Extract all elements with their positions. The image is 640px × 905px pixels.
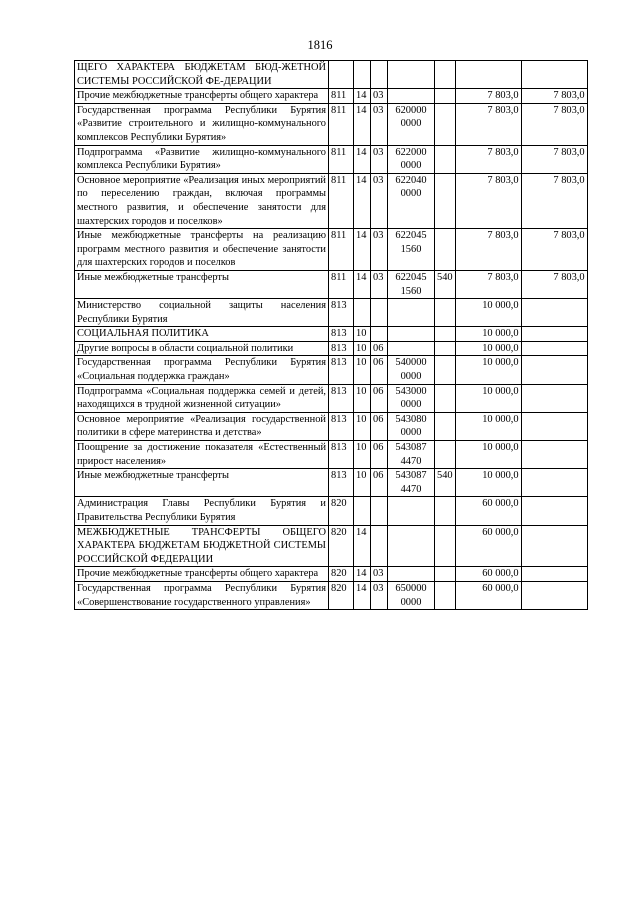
target-article-code [388, 61, 435, 89]
subsection-code: 06 [371, 384, 388, 412]
target-article-code [388, 567, 435, 582]
row-name: Подпрограмма «Развитие жилищно-коммунального комплекса Республики Бурятия» [75, 145, 329, 173]
subsection-code: 06 [371, 412, 388, 440]
target-article-code [388, 89, 435, 104]
subsection-code [371, 61, 388, 89]
row-name: СОЦИАЛЬНАЯ ПОЛИТИКА [75, 327, 329, 342]
table-row [75, 89, 588, 104]
grbs-code: 813 [329, 412, 354, 440]
section-code: 14 [354, 270, 371, 298]
row-name: Подпрограмма «Социальная поддержка семей и детей, находящихся в трудной жизненной ситуации» [75, 384, 329, 412]
expense-type-code: 540 [435, 270, 456, 298]
expense-type-code [435, 412, 456, 440]
amount-2 [521, 581, 587, 609]
expense-type-code [435, 229, 456, 271]
section-code: 10 [354, 327, 371, 342]
expense-type-code [435, 581, 456, 609]
target-article-code [388, 299, 435, 327]
amount-2: 7 803,0 [521, 89, 587, 104]
amount-1: 10 000,0 [455, 384, 521, 412]
section-code: 10 [354, 384, 371, 412]
table-row [75, 299, 588, 327]
subsection-code: 03 [371, 229, 388, 271]
grbs-code: 820 [329, 581, 354, 609]
grbs-code: 813 [329, 384, 354, 412]
row-name: Прочие межбюджетные трансферты общего характера [75, 89, 329, 104]
table-row [75, 270, 588, 298]
table-row [75, 469, 588, 497]
amount-1: 7 803,0 [455, 145, 521, 173]
row-name: Поощрение за достижение показателя «Естественный прирост населения» [75, 441, 329, 469]
grbs-code: 811 [329, 103, 354, 145]
target-article-code: 622040 0000 [388, 173, 435, 228]
grbs-code: 811 [329, 173, 354, 228]
row-name: Основное мероприятие «Реализация государственной политики в сфере материнства и детства» [75, 412, 329, 440]
table-row [75, 497, 588, 525]
amount-1: 60 000,0 [455, 525, 521, 567]
row-name: Прочие межбюджетные трансферты общего характера [75, 567, 329, 582]
grbs-code [329, 61, 354, 89]
expense-type-code [435, 497, 456, 525]
subsection-code: 06 [371, 469, 388, 497]
amount-2 [521, 525, 587, 567]
target-article-code: 620000 0000 [388, 103, 435, 145]
target-article-code: 543087 4470 [388, 469, 435, 497]
table-row [75, 173, 588, 228]
grbs-code: 813 [329, 341, 354, 356]
subsection-code [371, 525, 388, 567]
amount-2 [521, 567, 587, 582]
table-row [75, 145, 588, 173]
amount-1: 10 000,0 [455, 469, 521, 497]
row-name: МЕЖБЮДЖЕТНЫЕ ТРАНСФЕРТЫ ОБЩЕГО ХАРАКТЕРА БЮДЖЕТАМ БЮДЖЕТНОЙ СИСТЕМЫ РОССИЙСКОЙ ФЕДЕРАЦИИ [75, 525, 329, 567]
table-row [75, 525, 588, 567]
expense-type-code [435, 356, 456, 384]
section-code: 14 [354, 525, 371, 567]
amount-1: 10 000,0 [455, 327, 521, 342]
amount-2 [521, 469, 587, 497]
grbs-code: 813 [329, 469, 354, 497]
grbs-code: 820 [329, 567, 354, 582]
amount-1: 10 000,0 [455, 412, 521, 440]
page-number: 1816 [307, 38, 333, 52]
amount-1 [455, 61, 521, 89]
section-code: 10 [354, 356, 371, 384]
expense-type-code [435, 327, 456, 342]
grbs-code: 813 [329, 441, 354, 469]
target-article-code: 622045 1560 [388, 270, 435, 298]
amount-1: 7 803,0 [455, 103, 521, 145]
grbs-code: 811 [329, 89, 354, 104]
budget-table-body [75, 61, 588, 610]
section-code: 14 [354, 145, 371, 173]
section-code: 10 [354, 469, 371, 497]
row-name: Государственная программа Республики Бурятия «Совершенствование государственного управления» [75, 581, 329, 609]
expense-type-code [435, 341, 456, 356]
expense-type-code [435, 441, 456, 469]
grbs-code: 813 [329, 299, 354, 327]
row-name: Министерство социальной защиты населения Республики Бурятия [75, 299, 329, 327]
section-code: 10 [354, 441, 371, 469]
subsection-code: 06 [371, 441, 388, 469]
subsection-code: 03 [371, 145, 388, 173]
grbs-code: 820 [329, 525, 354, 567]
row-name: Иные межбюджетные трансферты на реализацию программ местного развития и обеспечение занятости для шахтерских городов и поселков [75, 229, 329, 271]
grbs-code: 811 [329, 270, 354, 298]
row-name: Иные межбюджетные трансферты [75, 270, 329, 298]
subsection-code [371, 497, 388, 525]
table-row [75, 341, 588, 356]
row-name: Государственная программа Республики Бурятия «Развитие строительного и жилищно-коммунального комплексов Республики Бурятия» [75, 103, 329, 145]
amount-1: 60 000,0 [455, 581, 521, 609]
section-code [354, 299, 371, 327]
amount-2: 7 803,0 [521, 229, 587, 271]
section-code: 14 [354, 581, 371, 609]
subsection-code: 03 [371, 270, 388, 298]
expense-type-code [435, 384, 456, 412]
target-article-code [388, 341, 435, 356]
grbs-code: 811 [329, 145, 354, 173]
section-code: 14 [354, 229, 371, 271]
row-name: ЩЕГО ХАРАКТЕРА БЮДЖЕТАМ БЮД-ЖЕТНОЙ СИСТЕМЫ РОССИЙСКОЙ ФЕ-ДЕРАЦИИ [75, 61, 329, 89]
expense-type-code [435, 173, 456, 228]
target-article-code: 622000 0000 [388, 145, 435, 173]
subsection-code: 03 [371, 581, 388, 609]
table-row [75, 567, 588, 582]
expense-type-code [435, 525, 456, 567]
section-code: 10 [354, 341, 371, 356]
grbs-code: 820 [329, 497, 354, 525]
section-code: 14 [354, 103, 371, 145]
amount-1: 10 000,0 [455, 299, 521, 327]
amount-2 [521, 497, 587, 525]
table-row [75, 103, 588, 145]
row-name: Иные межбюджетные трансферты [75, 469, 329, 497]
row-name: Основное мероприятие «Реализация иных мероприятий по переселению граждан, включая программы местного развития, и обеспечение занятости для шахтерских городов и поселков» [75, 173, 329, 228]
expense-type-code: 540 [435, 469, 456, 497]
amount-2 [521, 412, 587, 440]
subsection-code: 03 [371, 567, 388, 582]
table-row [75, 327, 588, 342]
section-code [354, 497, 371, 525]
amount-1: 60 000,0 [455, 497, 521, 525]
row-name: Другие вопросы в области социальной политики [75, 341, 329, 356]
table-row [75, 441, 588, 469]
amount-1: 10 000,0 [455, 356, 521, 384]
table-row [75, 61, 588, 89]
expense-type-code [435, 567, 456, 582]
section-code: 10 [354, 412, 371, 440]
amount-2 [521, 441, 587, 469]
target-article-code: 622045 1560 [388, 229, 435, 271]
table-row [75, 356, 588, 384]
row-name: Государственная программа Республики Бурятия «Социальная поддержка граждан» [75, 356, 329, 384]
target-article-code: 543080 0000 [388, 412, 435, 440]
amount-1: 10 000,0 [455, 441, 521, 469]
expense-type-code [435, 89, 456, 104]
target-article-code [388, 497, 435, 525]
amount-2 [521, 356, 587, 384]
section-code: 14 [354, 567, 371, 582]
table-row [75, 229, 588, 271]
section-code [354, 61, 371, 89]
grbs-code: 813 [329, 356, 354, 384]
amount-2 [521, 299, 587, 327]
target-article-code [388, 327, 435, 342]
amount-1: 7 803,0 [455, 89, 521, 104]
amount-2 [521, 384, 587, 412]
subsection-code: 06 [371, 356, 388, 384]
amount-2 [521, 327, 587, 342]
amount-2: 7 803,0 [521, 270, 587, 298]
expense-type-code [435, 61, 456, 89]
amount-1: 7 803,0 [455, 229, 521, 271]
target-article-code [388, 525, 435, 567]
amount-2 [521, 61, 587, 89]
target-article-code: 543087 4470 [388, 441, 435, 469]
amount-2: 7 803,0 [521, 145, 587, 173]
target-article-code: 543000 0000 [388, 384, 435, 412]
amount-1: 7 803,0 [455, 173, 521, 228]
table-row [75, 581, 588, 609]
subsection-code: 06 [371, 341, 388, 356]
expense-type-code [435, 145, 456, 173]
section-code: 14 [354, 89, 371, 104]
row-name: Администрация Главы Республики Бурятия и Правительства Республики Бурятия [75, 497, 329, 525]
expense-type-code [435, 299, 456, 327]
amount-2: 7 803,0 [521, 173, 587, 228]
subsection-code: 03 [371, 173, 388, 228]
subsection-code: 03 [371, 89, 388, 104]
grbs-code: 811 [329, 229, 354, 271]
subsection-code: 03 [371, 103, 388, 145]
grbs-code: 813 [329, 327, 354, 342]
section-code: 14 [354, 173, 371, 228]
amount-1: 10 000,0 [455, 341, 521, 356]
expense-type-code [435, 103, 456, 145]
target-article-code: 650000 0000 [388, 581, 435, 609]
amount-2 [521, 341, 587, 356]
amount-1: 60 000,0 [455, 567, 521, 582]
table-row [75, 412, 588, 440]
table-row [75, 384, 588, 412]
subsection-code [371, 299, 388, 327]
subsection-code [371, 327, 388, 342]
amount-1: 7 803,0 [455, 270, 521, 298]
amount-2: 7 803,0 [521, 103, 587, 145]
budget-table [74, 60, 588, 610]
target-article-code: 540000 0000 [388, 356, 435, 384]
